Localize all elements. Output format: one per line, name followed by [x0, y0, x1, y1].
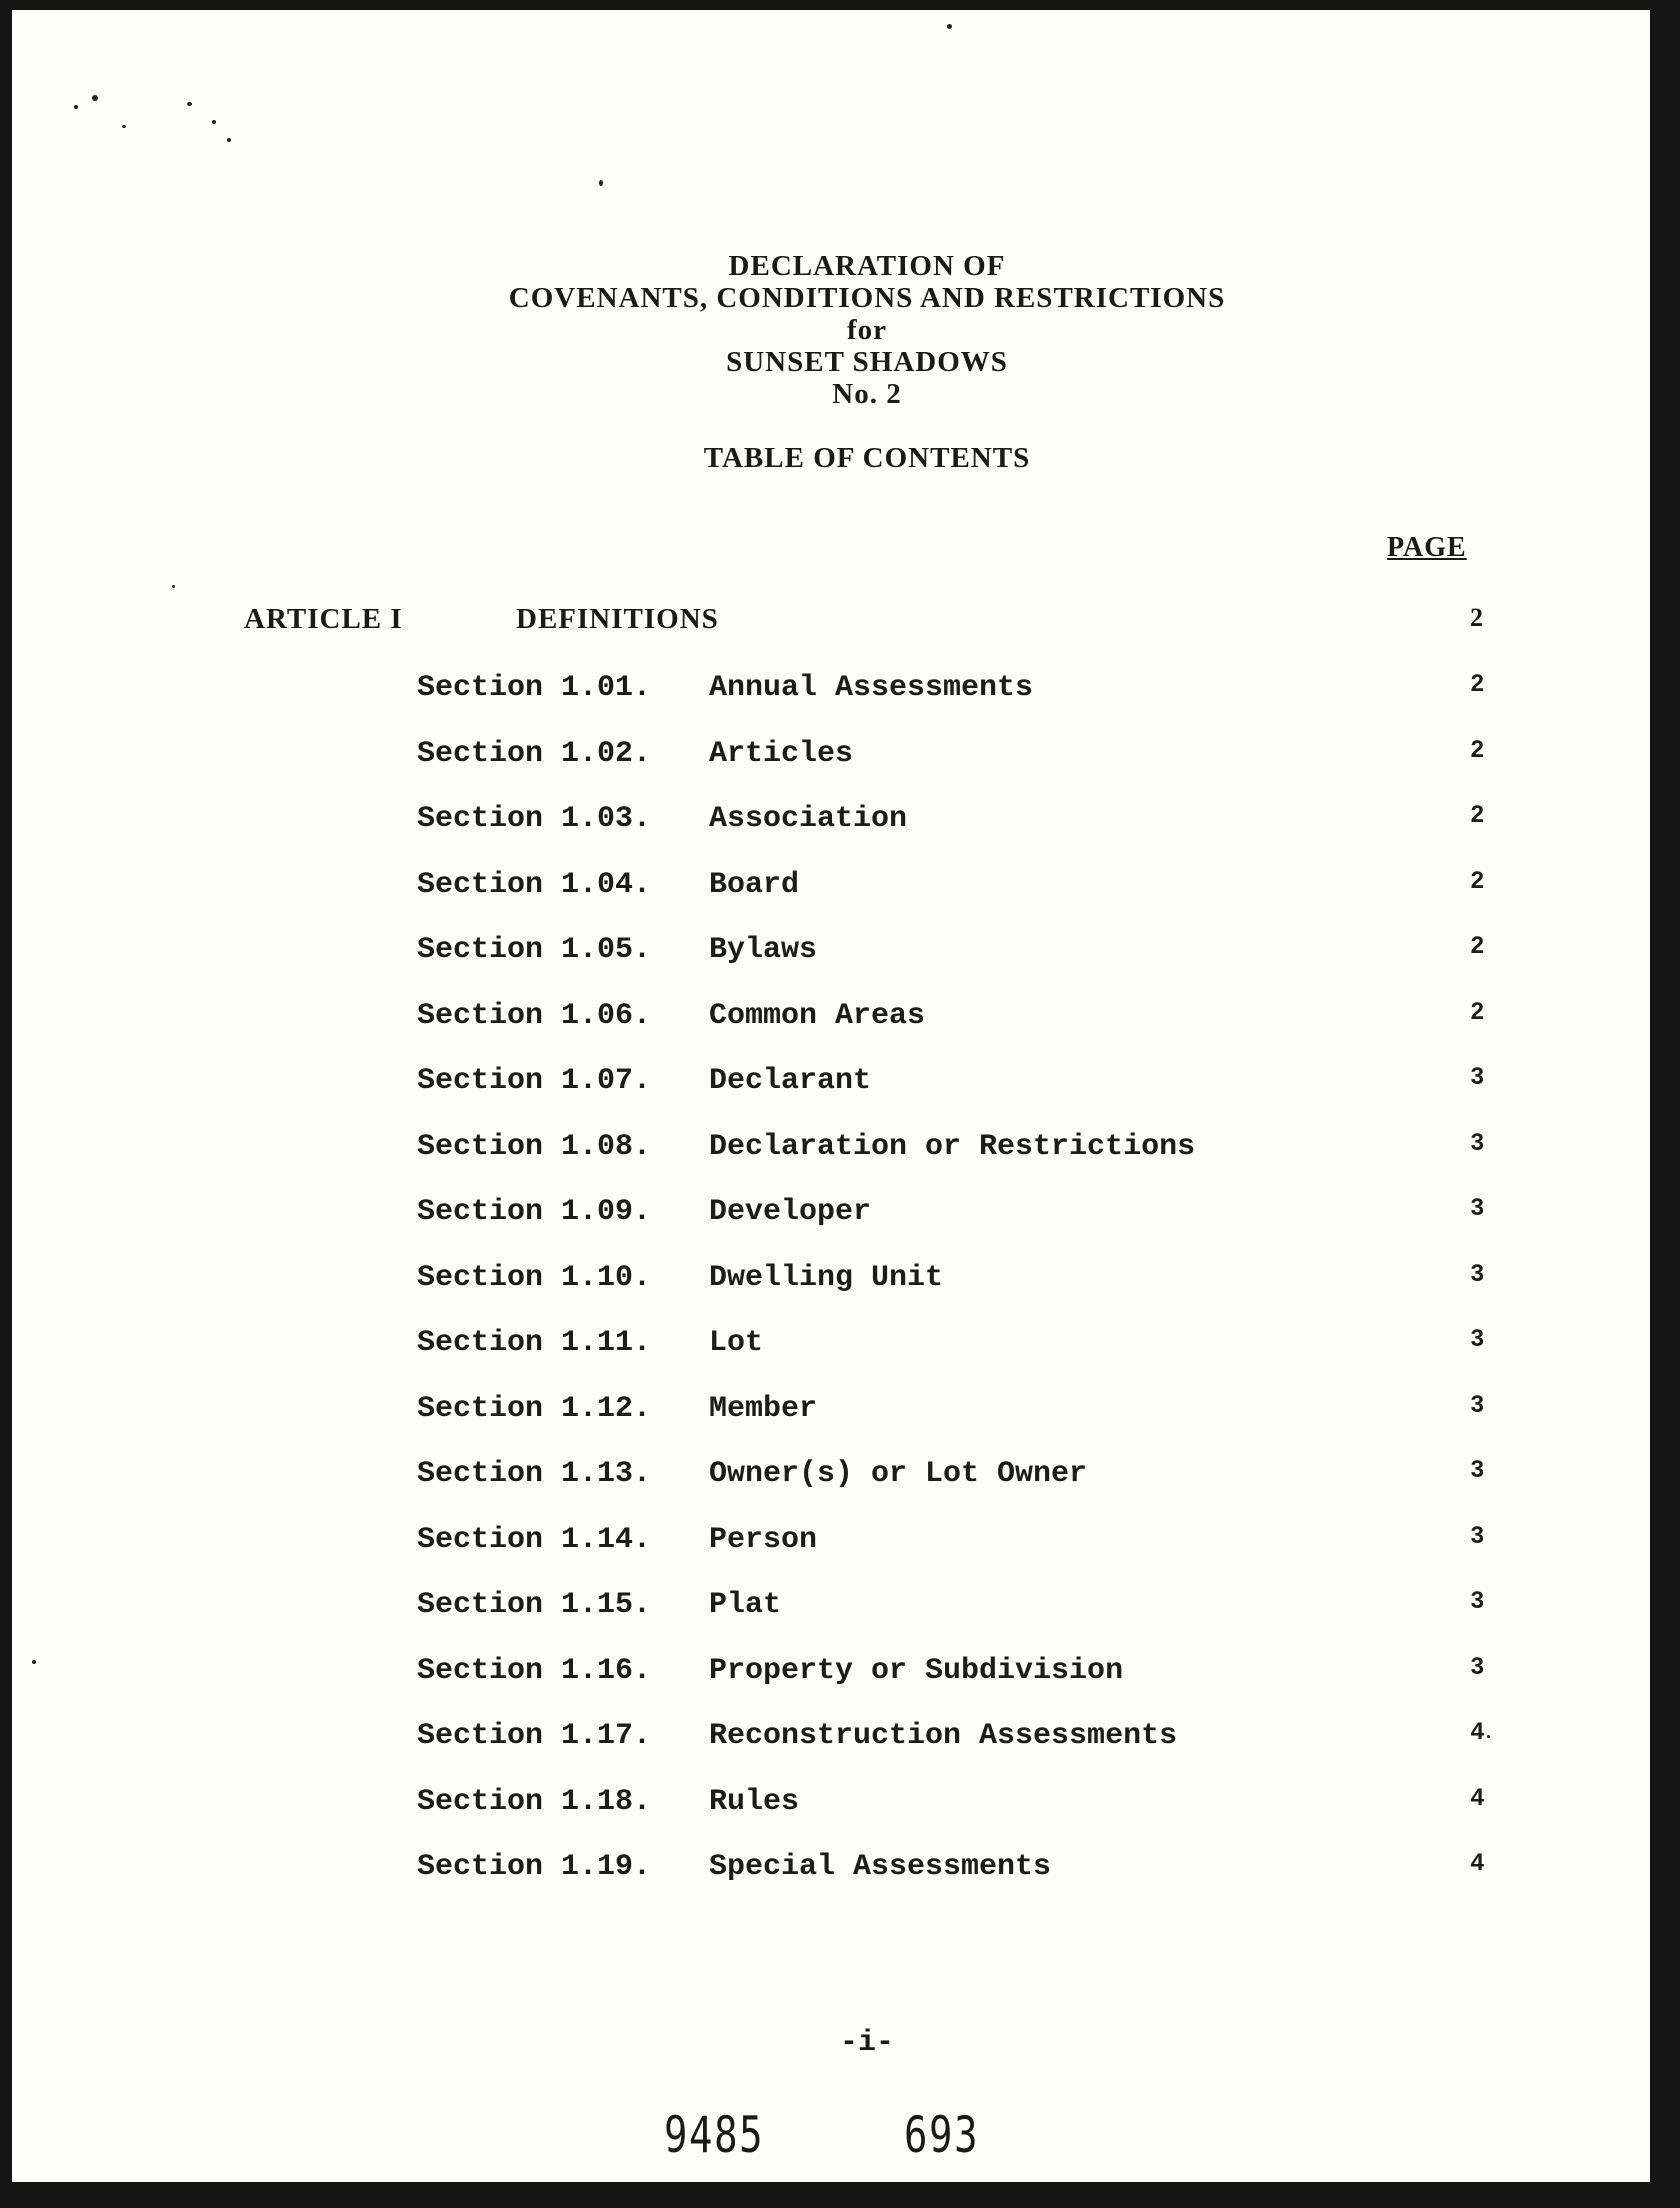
section-title: Reconstruction Assessments [709, 1719, 1178, 1753]
section-title: Developer [709, 1195, 872, 1229]
table-row [417, 799, 1484, 839]
section-title: Plat [709, 1588, 782, 1622]
section-number: Section 1.01. [417, 671, 652, 705]
section-number: Section 1.16. [417, 1654, 652, 1688]
section-page-number: 3 [1470, 1063, 1484, 1090]
section-page-number: 3 [1470, 1260, 1484, 1287]
page-number: -i- [839, 2026, 894, 2060]
table-row [417, 1782, 1484, 1822]
section-page-number: 2 [1470, 670, 1484, 697]
section-number: Section 1.14. [417, 1523, 652, 1557]
table-row [417, 1520, 1484, 1560]
section-number: Section 1.10. [417, 1261, 652, 1295]
section-page-number: 2 [1470, 932, 1484, 959]
table-row [417, 668, 1484, 708]
section-number: Section 1.04. [417, 868, 652, 902]
section-title: Annual Assessments [709, 671, 1034, 705]
section-number: Section 1.06. [417, 999, 652, 1033]
section-page-number: 2 [1470, 867, 1484, 894]
section-number: Section 1.12. [417, 1392, 652, 1426]
section-number: Section 1.17. [417, 1719, 652, 1753]
page-column-header: PAGE [1387, 532, 1467, 563]
section-number: Section 1.05. [417, 933, 652, 967]
section-title: Member [709, 1392, 818, 1426]
section-title: Association [709, 802, 908, 836]
section-page-number: 4 [1470, 1784, 1484, 1811]
document-page [12, 10, 1650, 2182]
table-row [417, 1323, 1484, 1363]
section-page-number: 4 [1470, 1718, 1484, 1745]
section-title: Lot [709, 1326, 764, 1360]
section-number: Section 1.18. [417, 1785, 652, 1819]
section-title: Board [709, 868, 800, 902]
section-number: Section 1.09. [417, 1195, 652, 1229]
table-row [417, 1258, 1484, 1298]
section-title: Declarant [709, 1064, 872, 1098]
section-page-number: 3 [1470, 1194, 1484, 1221]
section-number: Section 1.08. [417, 1130, 652, 1164]
document-stamp-left: 9485 [664, 2106, 765, 2164]
section-title: Rules [709, 1785, 800, 1819]
section-title: Articles [709, 737, 854, 771]
section-page-number: 3 [1470, 1391, 1484, 1418]
article-page-number: 2 [1470, 603, 1484, 632]
section-page-number: 3 [1470, 1325, 1484, 1352]
table-row [417, 1061, 1484, 1101]
table-row [417, 1192, 1484, 1232]
document-title-line-3: for [846, 314, 888, 346]
section-page-number: 2 [1470, 736, 1484, 763]
table-row [417, 1389, 1484, 1429]
section-title: Special Assessments [709, 1850, 1052, 1884]
document-title-line-4: SUNSET SHADOWS [726, 346, 1008, 378]
table-row [417, 734, 1484, 774]
table-of-contents-heading: TABLE OF CONTENTS [703, 442, 1031, 474]
section-title: Bylaws [709, 933, 818, 967]
section-page-number: 3 [1470, 1522, 1484, 1549]
table-row [417, 1127, 1484, 1167]
section-number: Section 1.11. [417, 1326, 652, 1360]
section-page-number: 3 [1470, 1456, 1484, 1483]
section-number: Section 1.13. [417, 1457, 652, 1491]
document-stamp-right: 693 [904, 2106, 980, 2164]
document-title-line-5: No. 2 [832, 378, 902, 410]
section-number: Section 1.02. [417, 737, 652, 771]
table-row [417, 996, 1484, 1036]
section-title: Owner(s) or Lot Owner [709, 1457, 1088, 1491]
section-page-number: 3 [1470, 1587, 1484, 1614]
table-row [417, 1847, 1484, 1887]
table-row [417, 930, 1484, 970]
article-title: DEFINITIONS [516, 603, 719, 635]
table-row [417, 1454, 1484, 1494]
section-title: Person [709, 1523, 818, 1557]
section-title: Dwelling Unit [709, 1261, 944, 1295]
table-row [417, 1651, 1484, 1691]
section-title: Declaration or Restrictions [709, 1130, 1196, 1164]
table-row [417, 1716, 1484, 1756]
document-title-line-2: COVENANTS, CONDITIONS AND RESTRICTIONS [508, 282, 1226, 314]
section-page-number: 3 [1470, 1653, 1484, 1680]
section-number: Section 1.07. [417, 1064, 652, 1098]
table-row [417, 1585, 1484, 1625]
table-row [417, 865, 1484, 905]
section-page-number: 3 [1470, 1129, 1484, 1156]
section-page-number: 2 [1470, 998, 1484, 1025]
document-title-line-1: DECLARATION OF [728, 250, 1006, 282]
section-list [12, 10, 1650, 2182]
section-page-number: 4 [1470, 1849, 1484, 1876]
section-number: Section 1.19. [417, 1850, 652, 1884]
section-number: Section 1.03. [417, 802, 652, 836]
section-number: Section 1.15. [417, 1588, 652, 1622]
section-title: Common Areas [709, 999, 926, 1033]
article-number: ARTICLE I [244, 603, 403, 635]
section-page-number: 2 [1470, 801, 1484, 828]
section-title: Property or Subdivision [709, 1654, 1124, 1688]
